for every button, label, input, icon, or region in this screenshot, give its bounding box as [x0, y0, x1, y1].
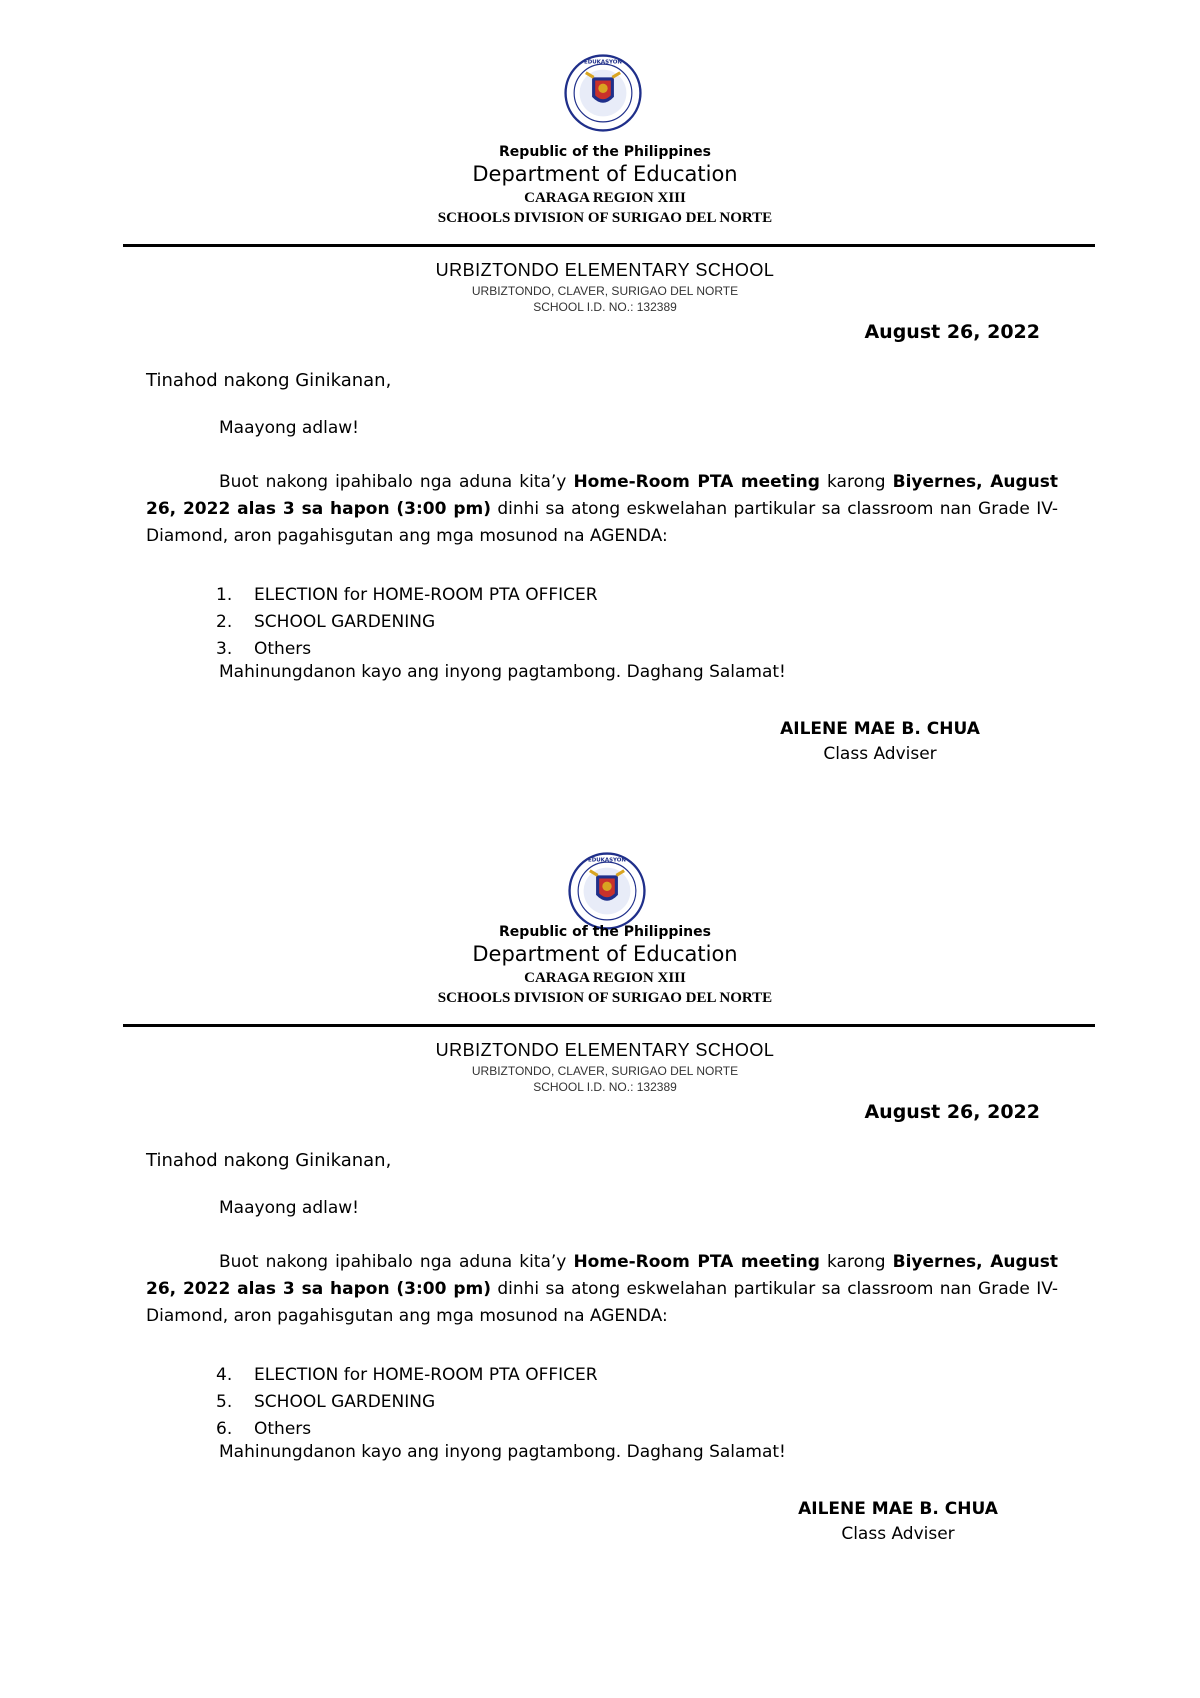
header-divider	[123, 244, 1095, 247]
list-item: 2. SCHOOL GARDENING	[216, 612, 436, 632]
deped-seal-icon	[568, 852, 646, 930]
school-id: SCHOOL I.D. NO.: 132389	[533, 1080, 677, 1094]
letter-date: August 26, 2022	[864, 1101, 1040, 1123]
school-name: URBIZTONDO ELEMENTARY SCHOOL	[435, 260, 775, 280]
letter-copy-1	[0, 0, 1200, 780]
greeting: Tinahod nakong Ginikanan,	[146, 1150, 392, 1171]
department-heading: Department of Education	[472, 942, 738, 966]
header-divider	[123, 1024, 1095, 1027]
svg-text:EDUKASYON: EDUKASYON	[583, 59, 623, 66]
region-heading: CARAGA REGION XIII	[524, 970, 686, 986]
greeting: Tinahod nakong Ginikanan,	[146, 370, 392, 391]
salutation: Maayong adlaw!	[219, 1198, 360, 1218]
school-id: SCHOOL I.D. NO.: 132389	[533, 300, 677, 314]
letter-body: Buot nakong ipahibalo nga aduna kita’y Home-Room PTA meeting karong Biyernes, August 26, 2022 alas 3 sa hapon (3:00 pm) dinhi sa atong eskwelahan partikular sa classroom nan Grade IV-Diamond, aron pagahisgutan ang mga mosunod na AGENDA:	[146, 472, 1059, 546]
list-item: 3. Others	[216, 639, 312, 659]
school-address: URBIZTONDO, CLAVER, SURIGAO DEL NORTE	[471, 1064, 739, 1078]
republic-heading: Republic of the Philippines	[499, 144, 711, 160]
signatory-title: Class Adviser	[823, 744, 937, 764]
republic-heading: Republic of the Philippines	[499, 924, 711, 940]
list-item: 4. ELECTION for HOME-ROOM PTA OFFICER	[216, 1365, 598, 1385]
list-item: 5. SCHOOL GARDENING	[216, 1392, 436, 1412]
division-heading: SCHOOLS DIVISION OF SURIGAO DEL NORTE	[437, 210, 773, 226]
deped-seal-icon	[564, 54, 642, 132]
list-item: 6. Others	[216, 1419, 312, 1439]
salutation: Maayong adlaw!	[219, 418, 360, 438]
letter-date: August 26, 2022	[864, 321, 1040, 343]
list-item: 1. ELECTION for HOME-ROOM PTA OFFICER	[216, 585, 598, 605]
signatory-name: AILENE MAE B. CHUA	[798, 1499, 998, 1519]
agenda-list	[216, 582, 598, 663]
letter-body: Buot nakong ipahibalo nga aduna kita’y Home-Room PTA meeting karong Biyernes, August 26, 2022 alas 3 sa hapon (3:00 pm) dinhi sa atong eskwelahan partikular sa classroom nan Grade IV-Diamond, aron pagahisgutan ang mga mosunod na AGENDA:	[146, 1252, 1059, 1326]
department-heading: Department of Education	[472, 162, 738, 186]
signatory-name: AILENE MAE B. CHUA	[780, 719, 980, 739]
letter-copy-2	[0, 780, 1200, 1560]
closing-line: Mahinungdanon kayo ang inyong pagtambong. Daghang Salamat!	[219, 662, 786, 682]
agenda-list	[216, 1362, 598, 1443]
school-name: URBIZTONDO ELEMENTARY SCHOOL	[435, 1040, 775, 1060]
school-address: URBIZTONDO, CLAVER, SURIGAO DEL NORTE	[471, 284, 739, 298]
svg-text:EDUKASYON: EDUKASYON	[587, 857, 627, 864]
division-heading: SCHOOLS DIVISION OF SURIGAO DEL NORTE	[437, 990, 773, 1006]
region-heading: CARAGA REGION XIII	[524, 190, 686, 206]
closing-line: Mahinungdanon kayo ang inyong pagtambong. Daghang Salamat!	[219, 1442, 786, 1462]
signatory-title: Class Adviser	[841, 1524, 955, 1544]
